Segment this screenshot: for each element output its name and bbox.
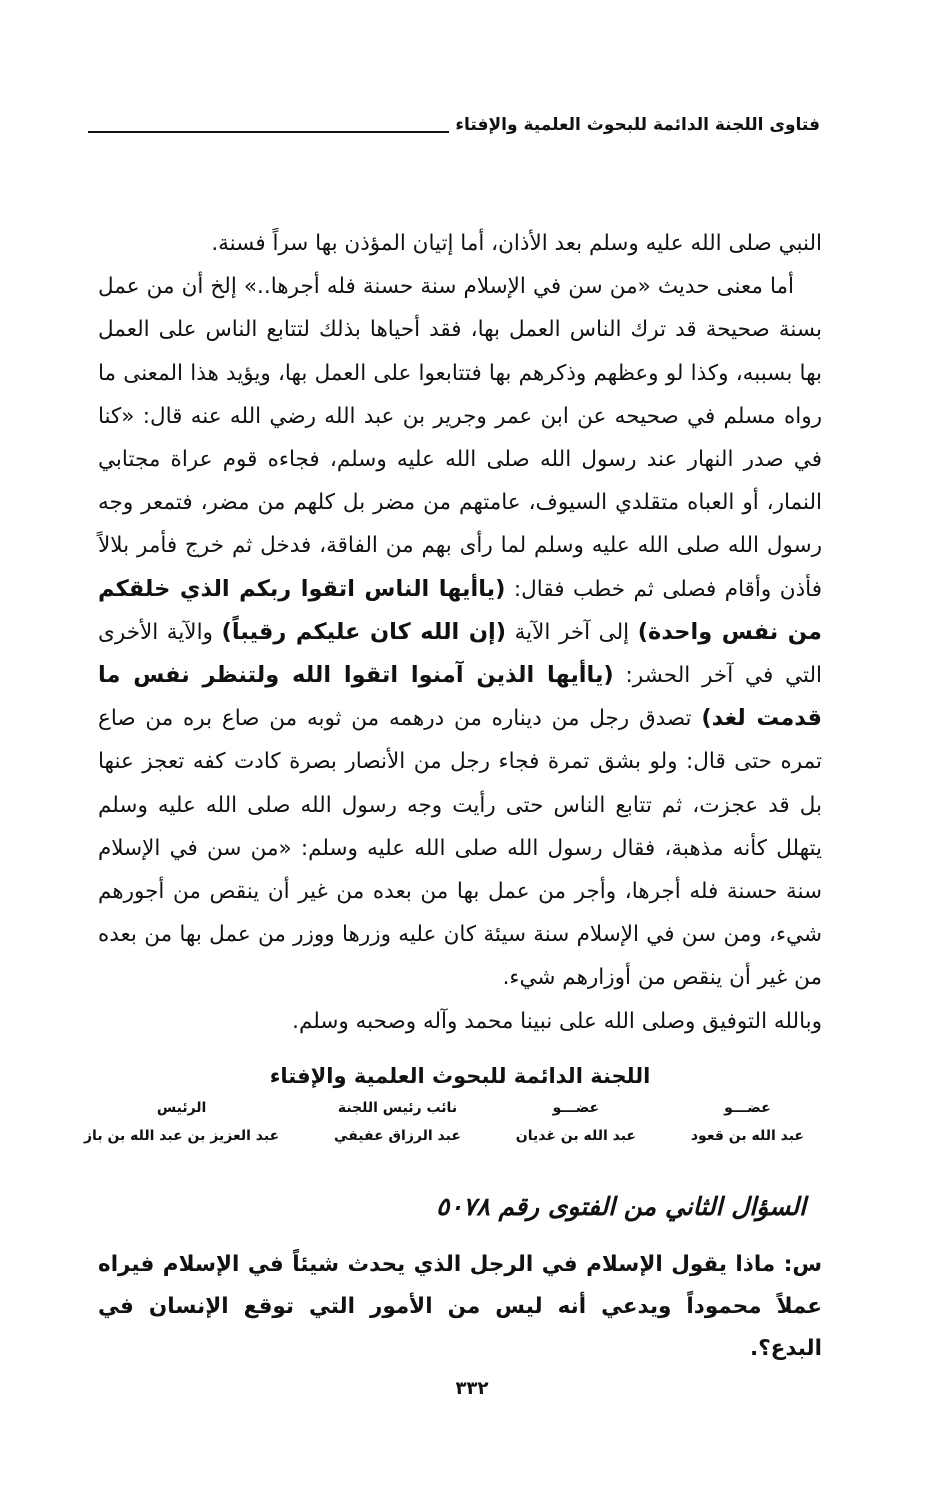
signature-role: الرئيس: [156, 1100, 207, 1116]
signature-role: عضـــو: [724, 1100, 771, 1116]
paragraph-2-text-4: تصدق رجل من ديناره من درهمه من ثوبه من صاع بره من صاع تمره حتى قال: ولو بشق تمرة فجاء رجل من الأنصار بصرة كادت كفه تعجز عنها بل قد عجزت، ثم تتابع الناس حتى رأيت وجه رسول الله صلى الله عليه وسلم يتهلل كأنه مذهبة، فقال رسول الله صلى الله عليه وسلم: «من سن في الإسلام سنة حسنة فله أجرها، وأجر من عمل بها من بعده من غير أن ينقص من أجورهم شيء، ومن سن في الإسلام سنة سيئة كان عليه وزرها ووزر من عمل بها من بعده من غير أن ينقص من أوزارهم شيء.: [98, 706, 822, 991]
quran-verse-1: (ياأيها الناس اتقوا ربكم الذي خلقكم من نفس واحدة): [98, 575, 822, 645]
question-text: س: ماذا يقول الإسلام في الرجل الذي يحدث شيئاً في الإسلام فيراه عملاً محموداً ويدعي أنه ليس من الأمور التي توقع الإنسان في البدع؟.: [98, 1252, 822, 1361]
running-header-title: فتاوى اللجنة الدائمة للبحوث العلمية والإفتاء: [455, 115, 820, 135]
fatwa-body: [98, 222, 822, 1043]
quran-verse-2: (إن الله كان عليكم رقيباً): [221, 618, 507, 645]
closing-line: وبالله التوفيق وصلى الله على نبينا محمد وآله وصحبه وسلم.: [292, 1008, 822, 1034]
page-number: ٣٣٢: [455, 1378, 489, 1399]
paragraph-2-text-3: والآية الأخرى التي في آخر الحشر:: [98, 619, 822, 689]
committee-name: اللجنة الدائمة للبحوث العلمية والإفتاء: [269, 1064, 651, 1088]
signature-chair: [84, 1100, 279, 1144]
signature-vice-chair: [334, 1100, 461, 1144]
signature-name: عبد العزيز بن عبد الله بن باز: [84, 1128, 280, 1144]
running-header: [88, 108, 820, 142]
paragraph-1: النبي صلى الله عليه وسلم بعد الأذان، أما إتيان المؤذن بها سراً فسنة.: [211, 231, 822, 256]
signature-name: عبد الله بن قعود: [690, 1128, 804, 1144]
signature-role: نائب رئيس اللجنة: [337, 1100, 458, 1116]
paragraph-2-text-1: أما معنى حديث «من سن في الإسلام سنة حسنة فله أجرها..» إلخ أن من عمل بسنة صحيحة قد ترك الناس العمل بها، فقد أحياها بذلك لتتابع الناس على العمل بها بسببه، وكذا لو وعظهم وذكرهم بها فتتابعوا على العمل بها، ويؤيد هذا المعنى ما رواه مسلم في صحيحه عن ابن عمر وجرير بن عبد الله رضي الله عنه قال: «كنا في صدر النهار عند رسول الله صلى الله عليه وسلم، فجاءه قوم عراة مجتابي النمار، أو العباه متقلدي السيوف، عامتهم من مضر بل كلهم من مضر، فتمعر وجه رسول الله صلى الله عليه وسلم لما رأى بهم من الفاقة، فدخل ثم خرج فأمر بلالاً فأذن وأقام فصلى ثم خطب فقال:: [98, 274, 822, 602]
signature-role: عضـــو: [552, 1100, 600, 1116]
signature-member-1: [691, 1100, 804, 1144]
paragraph-2: [98, 265, 822, 999]
quran-verse-3: (ياأيها الذين آمنوا اتقوا الله ولتنظر نفس ما قدمت لغد): [98, 662, 822, 732]
signature-name: عبد الرزاق عفيفي: [334, 1128, 461, 1144]
signature-name: عبد الله بن غديان: [515, 1128, 636, 1144]
question-heading: السؤال الثاني من الفتوى رقم ٥٠٧٨: [436, 1192, 806, 1221]
paragraph-2-text-2: إلى آخر الآية: [514, 619, 630, 645]
signatures: [84, 1100, 804, 1144]
signature-member-2: [516, 1100, 636, 1144]
header-rule: [88, 131, 449, 133]
